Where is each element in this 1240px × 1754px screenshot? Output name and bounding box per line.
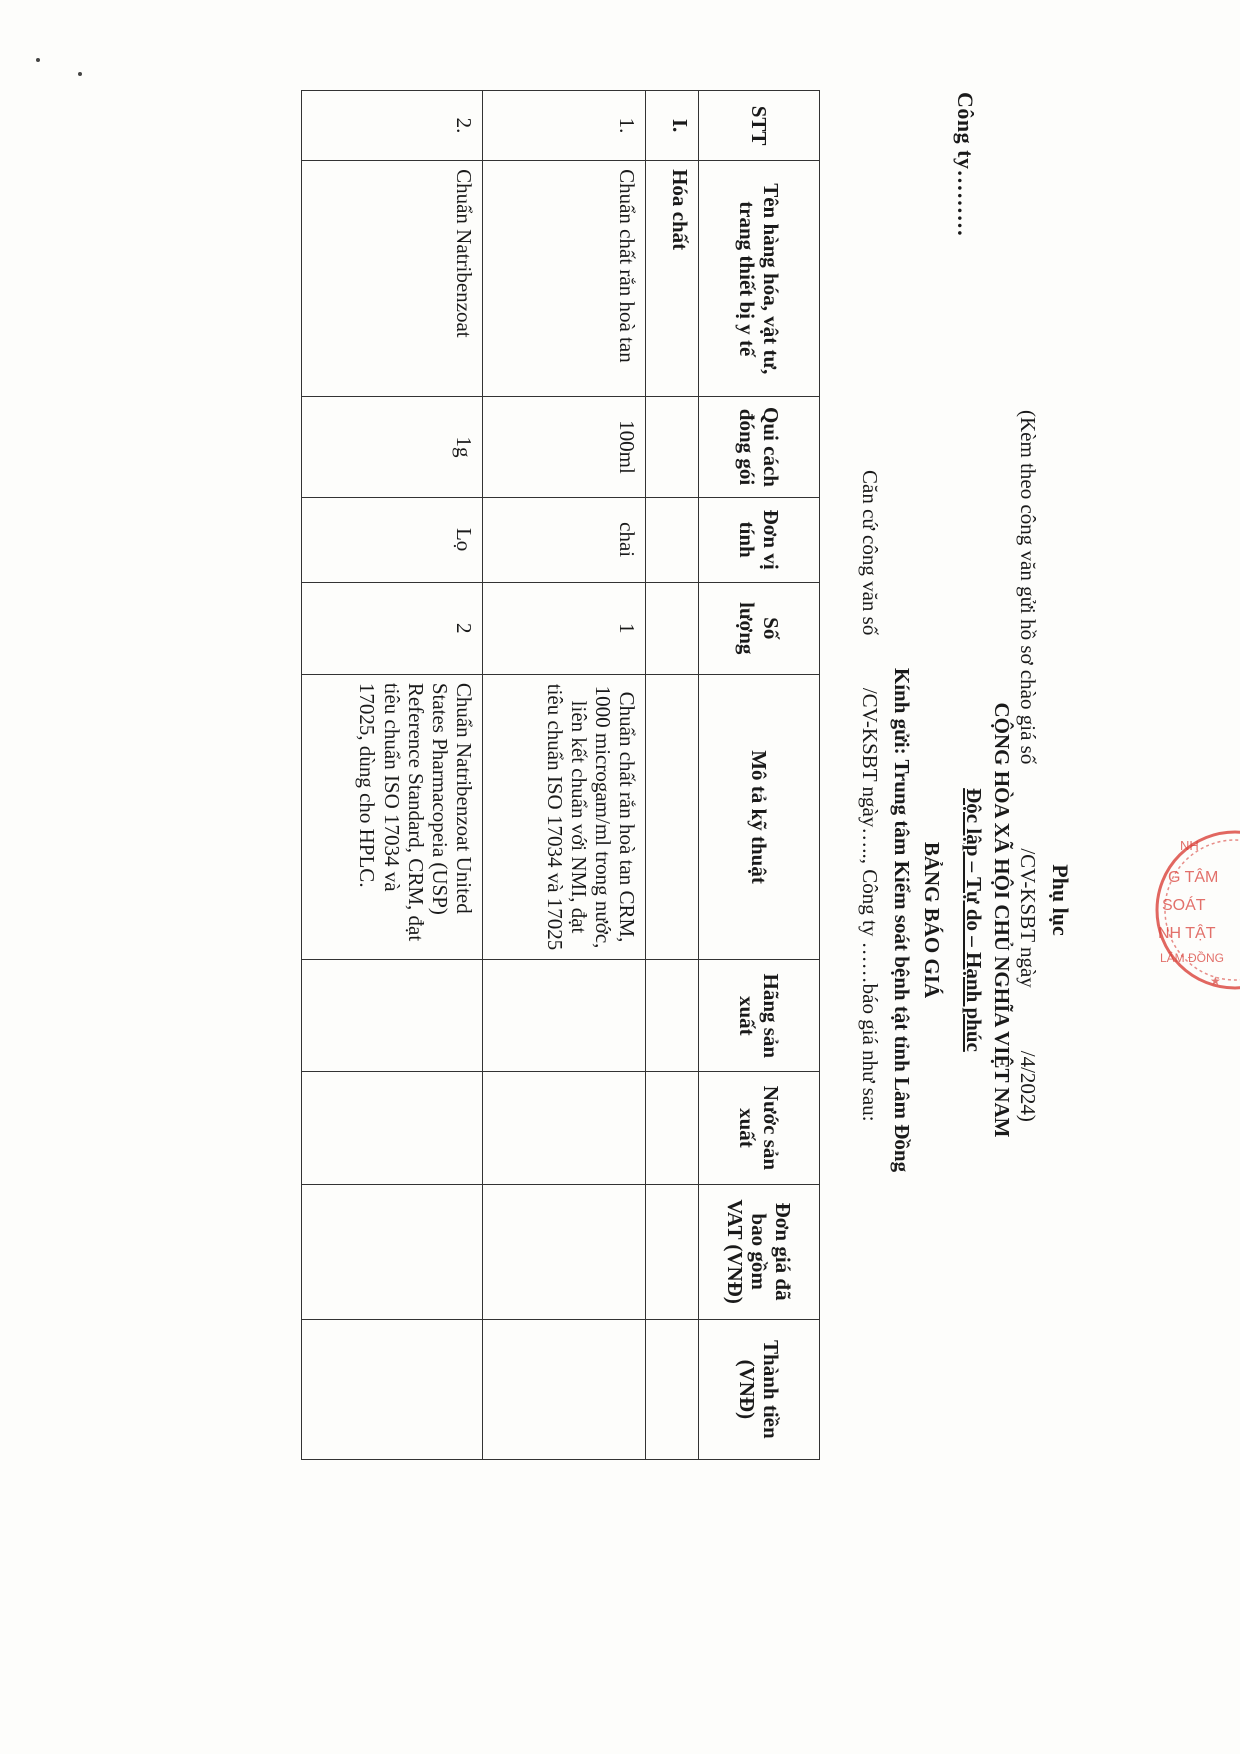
col-header: Số lượng — [699, 582, 820, 674]
col-header: Nước sản xuất — [699, 1072, 820, 1184]
scan-speck — [78, 72, 82, 76]
basis-line: Căn cứ công văn số /CV-KSBT ngày….., Công ty ……báo giá như sau: — [858, 470, 882, 1122]
quotation-table — [301, 90, 820, 1460]
row-description: Chuẩn chất rắn hoà tan CRM, 1000 microgam/ml trong nước, liên kết chuẩn với NMI, đạt tiêu chuẩn ISO 17034 và 17025 — [483, 674, 646, 959]
row-unit: Lọ — [302, 497, 483, 582]
svg-text:★: ★ — [1210, 974, 1221, 988]
motto-text: Độc lập – Tự do – Hạnh phúc — [962, 788, 986, 1052]
svg-text:NH TẬT: NH TẬT — [1158, 925, 1216, 942]
svg-text:G TÂM: G TÂM — [1168, 869, 1219, 886]
section-number: I. — [646, 91, 699, 161]
col-header: Hãng sản xuất — [699, 960, 820, 1072]
col-header: STT — [699, 91, 820, 161]
row-unit-price — [302, 1184, 483, 1319]
col-header: Mô tả kỹ thuật — [699, 674, 820, 959]
row-name: Chuẩn Natribenzoat — [302, 161, 483, 397]
svg-text:LÂM ĐỒNG: LÂM ĐỒNG — [1160, 951, 1225, 965]
row-packing: 100ml — [483, 397, 646, 497]
row-unit-price — [483, 1184, 646, 1319]
col-header: Đơn vị tính — [699, 497, 820, 582]
scan-speck — [36, 58, 40, 62]
row-total — [302, 1319, 483, 1459]
row-quantity: 1 — [483, 582, 646, 674]
row-stt: 2. — [302, 91, 483, 161]
col-header: Thành tiền (VNĐ) — [699, 1319, 820, 1459]
row-quantity: 2 — [302, 582, 483, 674]
table-row — [483, 91, 646, 1460]
row-country — [483, 1072, 646, 1184]
table-header-row — [699, 91, 820, 1460]
row-packing: 1g — [302, 397, 483, 497]
row-manufacturer — [302, 960, 483, 1072]
section-name: Hóa chất — [646, 161, 699, 397]
quote-title: BẢNG BÁO GIÁ — [920, 841, 944, 999]
row-total — [483, 1319, 646, 1459]
official-stamp — [1140, 820, 1240, 990]
table-row — [302, 91, 483, 1460]
col-header: Tên hàng hóa, vật tư, trang thiết bị y tế — [699, 161, 820, 397]
col-header: Qui cách đóng gói — [699, 397, 820, 497]
row-name: Chuẩn chất rắn hoà tan — [483, 161, 646, 397]
section-row — [646, 91, 699, 1460]
company-name: Công ty……… — [953, 92, 978, 237]
row-stt: 1. — [483, 91, 646, 161]
svg-text:SOÁT: SOÁT — [1162, 897, 1206, 914]
row-manufacturer — [483, 960, 646, 1072]
row-description: Chuẩn Natribenzoat United States Pharmacopeia (USP) Reference Standard, CRM, đạt tiêu chuẩn ISO 17034 và 17025, dùng cho HPLC. — [302, 674, 483, 959]
row-unit: chai — [483, 497, 646, 582]
col-header: Đơn giá đã bao gồm VAT (VNĐ) — [699, 1184, 820, 1319]
motto — [961, 640, 986, 1200]
appendix-title: Phụ lục — [1048, 864, 1073, 936]
recipient-line: Kính gửi: Trung tâm Kiểm soát bệnh tật tỉnh Lâm Đồng — [890, 667, 914, 1173]
row-country — [302, 1072, 483, 1184]
national-name: CỘNG HÒA XÃ HỘI CHỦ NGHĨA VIỆT NAM — [990, 702, 1014, 1138]
attached-note: (Kèm theo công văn gửi hồ sơ chào giá số /CV-KSBT ngày /4/2024) — [1016, 410, 1040, 1122]
svg-text:NH: NH — [1180, 838, 1199, 853]
